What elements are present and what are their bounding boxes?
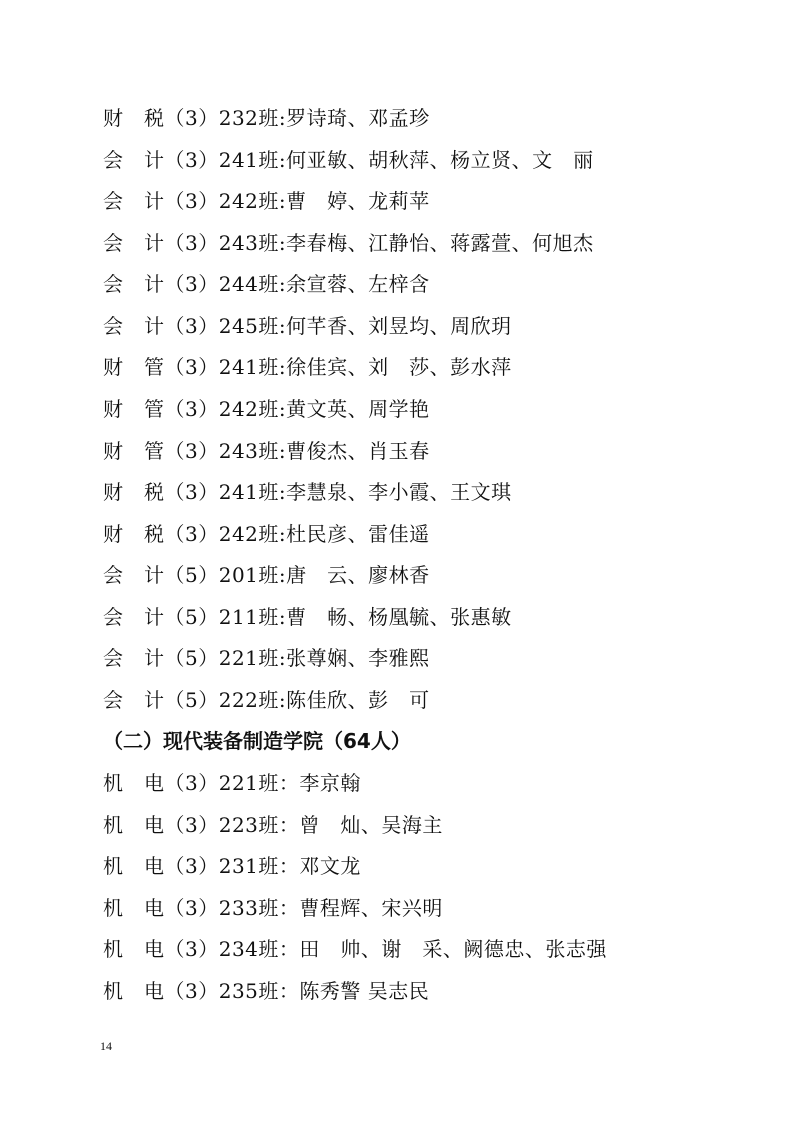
list-item: 会 计（3）243班:李春梅、江静怡、蒋露萱、何旭杰 bbox=[103, 231, 594, 255]
list-item: 财 管（3）242班:黄文英、周学艳 bbox=[103, 397, 430, 421]
list-item: 会 计（3）241班:何亚敏、胡秋萍、杨立贤、文 丽 bbox=[103, 148, 594, 172]
list-item: 会 计（3）245班:何芊香、刘昱均、周欣玥 bbox=[103, 314, 512, 338]
list-item: 财 管（3）243班:曹俊杰、肖玉春 bbox=[103, 439, 430, 463]
list-item: 会 计（5）222班:陈佳欣、彭 可 bbox=[103, 688, 430, 712]
list-item: 财 税（3）242班:杜民彦、雷佳遥 bbox=[103, 522, 430, 546]
list-item: 会 计（5）201班:唐 云、廖林香 bbox=[103, 563, 430, 587]
section-heading: （二）现代装备制造学院（64人） bbox=[103, 729, 411, 753]
list-item: 机 电（3）221班：李京翰 bbox=[103, 771, 361, 795]
list-item: 机 电（3）223班：曾 灿、吴海主 bbox=[103, 813, 443, 837]
list-item: 机 电（3）234班：田 帅、谢 采、阙德忠、张志强 bbox=[103, 937, 607, 961]
page-number: 14 bbox=[100, 1039, 112, 1053]
list-item: 会 计（3）244班:余宣蓉、左梓含 bbox=[103, 272, 430, 296]
list-item: 会 计（5）211班:曹 畅、杨凰毓、张惠敏 bbox=[103, 605, 512, 629]
list-item: 会 计（5）221班:张尊娴、李雅熙 bbox=[103, 646, 430, 670]
list-item: 机 电（3）233班：曹程辉、宋兴明 bbox=[103, 896, 443, 920]
list-item: 财 税（3）232班:罗诗琦、邓孟珍 bbox=[103, 106, 430, 130]
list-item: 财 税（3）241班:李慧泉、李小霞、王文琪 bbox=[103, 480, 512, 504]
list-item: 机 电（3）235班：陈秀警 吴志民 bbox=[103, 979, 430, 1003]
list-item: 机 电（3）231班：邓文龙 bbox=[103, 854, 361, 878]
list-item: 财 管（3）241班:徐佳宾、刘 莎、彭水萍 bbox=[103, 355, 512, 379]
list-item: 会 计（3）242班:曹 婷、龙莉苹 bbox=[103, 189, 430, 213]
